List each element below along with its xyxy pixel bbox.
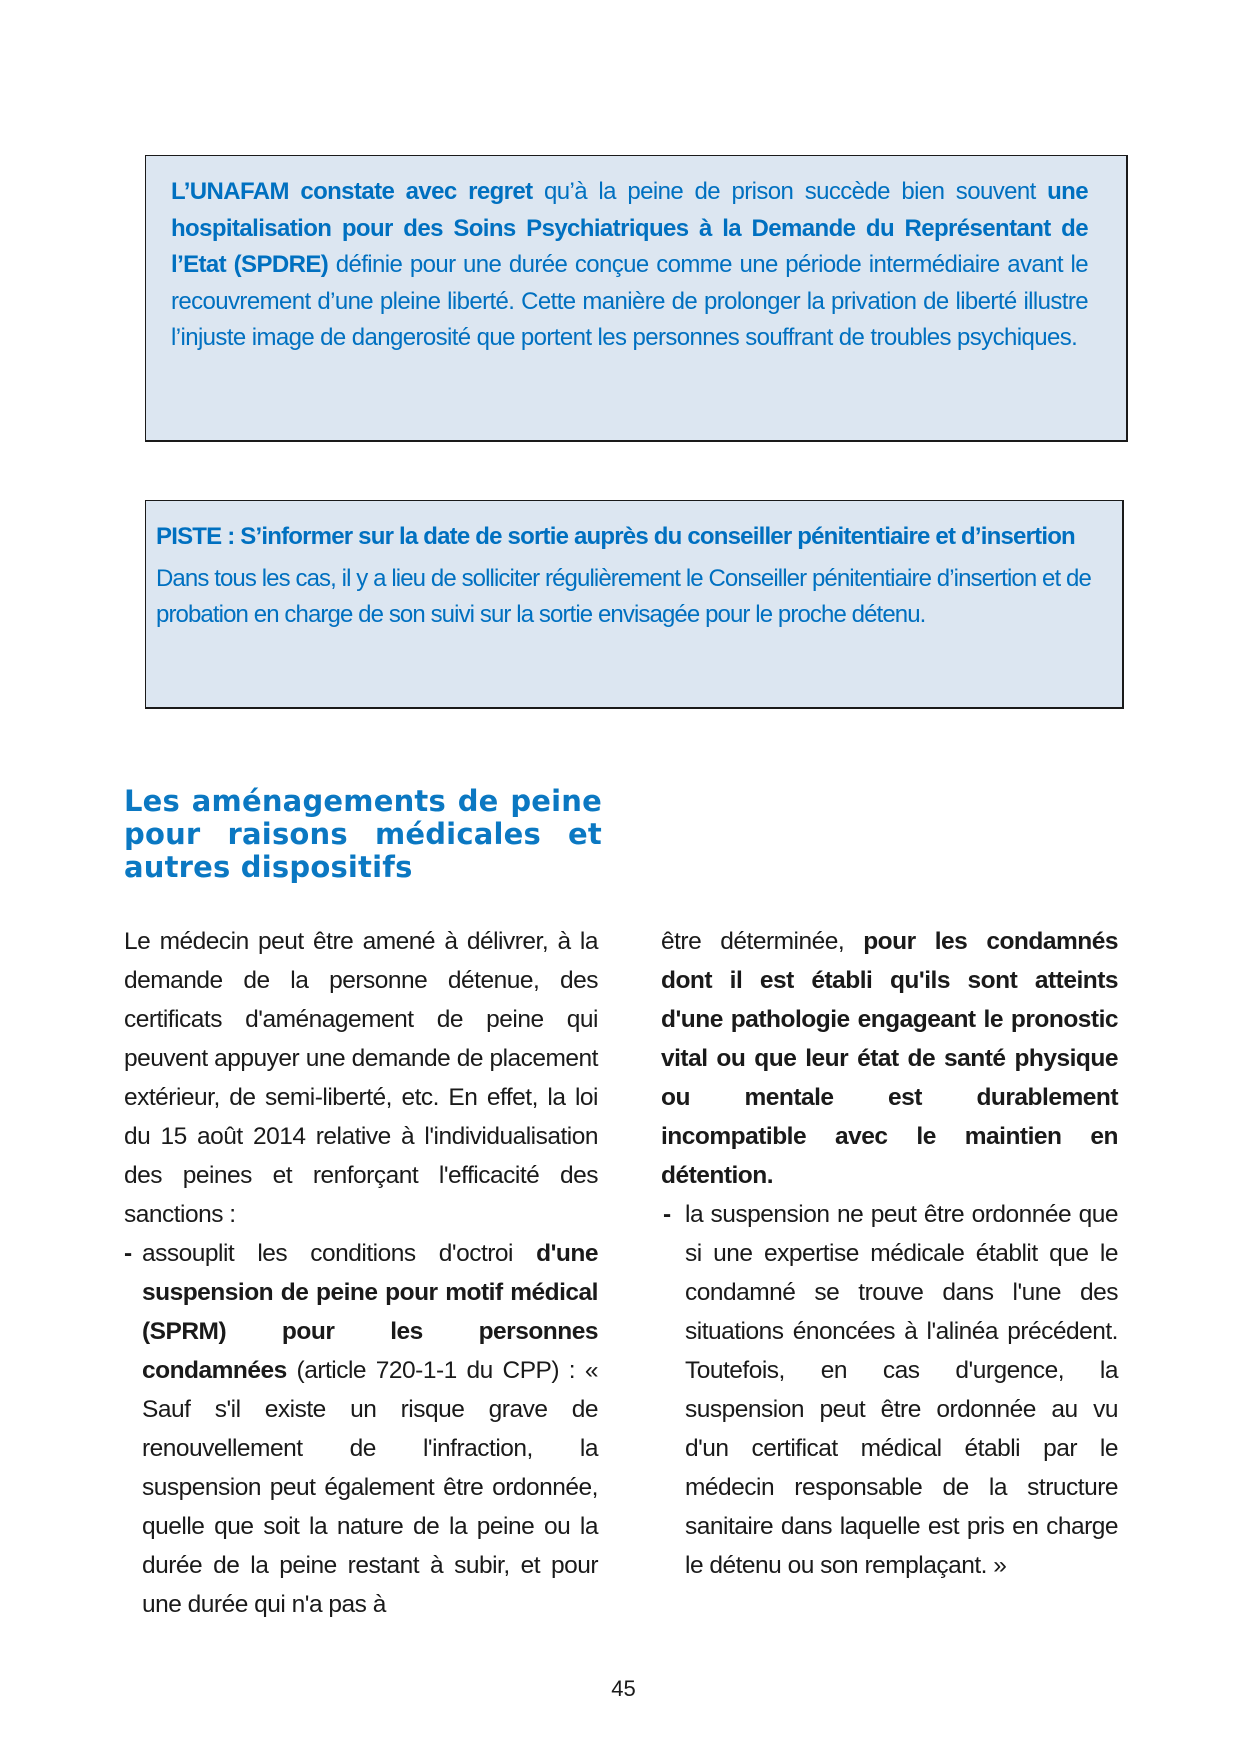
unafam-callout-text: [171, 174, 1088, 357]
bullet-suspension: [661, 1195, 1118, 1585]
right-column: [661, 922, 1118, 1585]
unafam-callout-box: [145, 155, 1128, 442]
callout-text-1: qu’à la peine de prison succède bien souvent: [532, 178, 1048, 205]
cont-text: être déterminée,: [661, 928, 864, 955]
piste-box: [145, 500, 1124, 709]
bullet1-text-2: (article 720-1-1 du CPP) : « Sauf s'il existe un risque grave de renouvellement de l'infraction, la suspension peut également être ordonnée, quelle que soit la nature de la peine ou la durée de la peine restant à subir, et pour une durée qui n'a pas à: [142, 1357, 598, 1618]
bullet-dash: -: [124, 1240, 132, 1267]
piste-title: PISTE : S’informer sur la date de sortie auprès du conseiller pénitentiaire et d’insertion: [156, 523, 1075, 550]
section-heading: Les aménagements de peine pour raisons médicales et autres dispositifs: [124, 784, 602, 884]
left-column: [124, 922, 598, 1624]
bullet-dash: -: [663, 1201, 671, 1228]
bullet-sprm: [124, 1234, 598, 1624]
continued-paragraph: [661, 922, 1118, 1195]
bullet2-text: la suspension ne peut être ordonnée que si une expertise médicale établit que le condamné se trouve dans l'une des situations énoncées à l'alinéa précédent. Toutefois, en cas d'urgence, la suspension peut être ordonnée au vu d'un certificat médical établi par le médecin responsable de la structure sanitaire dans laquelle est pris en charge le détenu ou son remplaçant. »: [685, 1201, 1118, 1579]
bullet1-text-1: assouplit les conditions d'octroi: [142, 1240, 537, 1267]
callout-text-2: définie pour une durée conçue comme une période intermédiaire avant le recouvrement d’une pleine liberté. Cette manière de prolonger la privation de liberté illustre l’injuste image de dangerosité que portent les personnes souffrant de troubles psychiques.: [171, 251, 1088, 351]
piste-body: Dans tous les cas, il y a lieu de solliciter régulièrement le Conseiller pénitentiaire d’insertion et de probation en charge de son suivi sur la sortie envisagée pour le proche détenu.: [156, 565, 1091, 628]
callout-lead: L’UNAFAM constate avec regret: [171, 178, 533, 205]
page-number: 45: [611, 1676, 636, 1701]
cont-bold: pour les condamnés dont il est établi qu'ils sont atteints d'une pathologie engageant le pronostic vital ou que leur état de santé physique ou mentale est durablement incompatible avec le maintien en détention.: [661, 928, 1118, 1189]
bullet1-bold: d'une suspension de peine pour motif médical (SPRM) pour les personnes condamnées: [142, 1240, 598, 1384]
callout-spdre: une hospitalisation pour des Soins Psychiatriques à la Demande du Représentant de l’Etat (SPDRE): [171, 178, 1088, 278]
intro-paragraph: Le médecin peut être amené à délivrer, à la demande de la personne détenue, des certificats d'aménagement de peine qui peuvent appuyer une demande de placement extérieur, de semi-liberté, etc. En effet, la loi du 15 août 2014 relative à l'individualisation des peines et renforçant l'efficacité des sanctions :: [124, 928, 598, 1228]
